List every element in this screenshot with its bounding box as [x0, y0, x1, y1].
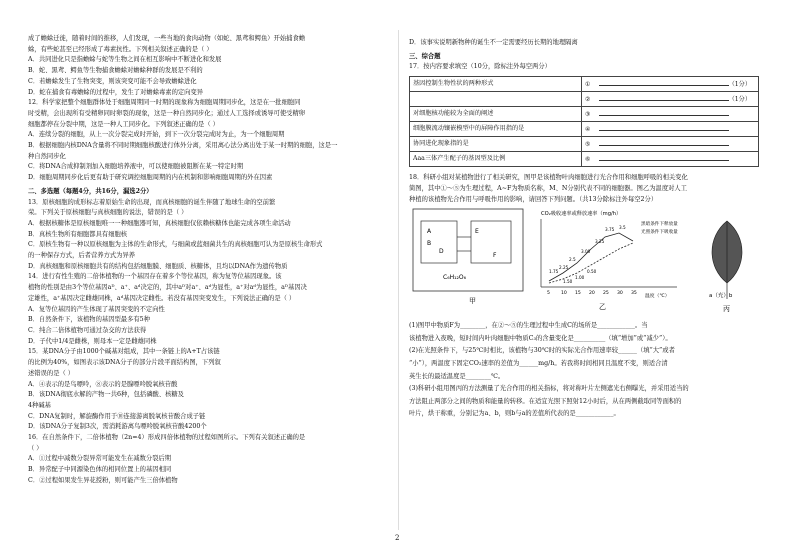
left-line: B．该DNA彻底水解的产物一共6种，包括磷酸、核糖及 [28, 391, 184, 399]
left-line: 的比例为40%，如图表示该DNA分子的部分片段平面结构图，下列叙 [28, 359, 221, 367]
q18-subquestion-line: (3)科研小组用图丙的方法测量了光合作用的相关指标，将对称叶片左侧遮光右侧曝光，并采用适当的 [409, 385, 689, 393]
answer-blank[interactable] [599, 153, 729, 161]
data-label: 0.50 [587, 269, 597, 275]
left-line: D．真核细胞和原核细胞共有的结构包括细胞膜、细胞质、核糖体，且均以DNA作为遗传物质 [28, 262, 288, 270]
data-label: 1.00 [575, 275, 585, 281]
q17-answer-cell [582, 137, 759, 152]
answer-blank[interactable] [599, 123, 729, 131]
left-line: 16．在自然条件下，二倍体植物（2n=4）形成四倍体植物的过程如图所示。下列有关叙述正确的是 [28, 434, 306, 442]
figure-yi-chart [541, 209, 678, 311]
q17-row [410, 137, 759, 152]
legend-dark: 黑暗条件下释放量 [641, 222, 678, 228]
svg-text:C₆H₁₂O₆: C₆H₁₂O₆ [443, 274, 467, 282]
page-number: 2 [395, 534, 400, 542]
left-line: 二、多选题（每题4分，共16分，漏选2分） [28, 187, 153, 195]
answer-blank[interactable] [599, 108, 729, 116]
left-line: 13．原核细胞的成形标志着原始生命的出现，而真核细胞的诞生伴随了地球生命的空前繁 [28, 198, 276, 206]
left-line: A．共同进化只是指蟾蜍与蛇等生物之间在相互影响中不断进化和发展 [28, 56, 222, 64]
caption-yi: 乙 [599, 303, 606, 312]
q17-mark: ⑥ [585, 155, 591, 163]
q17-mark: ③ [585, 110, 591, 118]
left-line: 蜍，有些蛇甚至已经形成了毒素抗性。下列相关叙述正确的是（ ） [28, 45, 213, 53]
q17-table [409, 76, 759, 167]
left-line: B．自然条件下，该植物的基因型最多有5种 [28, 316, 150, 324]
left-line: C．DNA复制时，解旋酶作用于⑩连接游离脱氧核苷酸合成子链 [28, 412, 206, 420]
q17-title: 17．按内容要求填空（10分，除标注外每空两分） [409, 63, 551, 71]
q18-subquestion-line: 叶片，烘干称重，分别记为a、b，则b与a的差值所代表的是____________。 [409, 410, 620, 418]
left-line: 的一种保存方式，后者营养方式为异养 [28, 252, 136, 260]
svg-text:A: A [427, 228, 432, 236]
x-tick-label: 25 [603, 291, 609, 297]
left-line: A．连续分裂的细胞，从上一次分裂完成时开始，到下一次分裂完成时为止，为一个细胞周期 [28, 131, 285, 139]
q17-mark: ① [585, 80, 591, 88]
q17-row-label: 对细胞核功能较为全面的阐述 [410, 107, 582, 122]
q17-row [410, 122, 759, 137]
left-line: A．①过程中减数分裂异常可能发生在减数分裂后期 [28, 455, 172, 463]
answer-blank[interactable] [599, 93, 729, 101]
q18-figures [409, 207, 769, 317]
x-tick-label: 30 [617, 291, 623, 297]
right-column [409, 38, 769, 421]
answer-blank[interactable] [599, 78, 729, 86]
q18-subquestion-line: “小”），两温度下固定CO₂速率的差值为______mg/h。若我将时间相同且温度不变，则适合清 [409, 360, 668, 367]
data-label: 3.75 [605, 227, 615, 233]
q17-row [410, 152, 759, 167]
q17-answer-cell [582, 92, 759, 107]
left-line: C．纯合二倍体植物可通过杂交的方法获得 [28, 326, 147, 334]
answer-blank[interactable] [599, 138, 729, 146]
x-tick-label: 35 [631, 291, 637, 297]
q18-subquestion-line: 该植物进入夜晚，短时间内叶肉细胞中物质C₃的含量变化是__________（填“增加”或“减少”）。 [409, 334, 672, 342]
q17-answer-cell [582, 152, 759, 167]
q17-mark: ② [585, 95, 591, 103]
q18-figure-svg [409, 207, 769, 317]
left-line: B．真核生物所有细胞都具有细胞核 [28, 230, 128, 238]
q17-answer-cell [582, 122, 759, 137]
q18-line: 18．科研小组对某植物进行了相关研究，图甲是该植物叶肉细胞进行光合作用和细胞呼吸的相关变化 [409, 174, 688, 182]
left-line: D．细胞周期同步化后更有助于研究调控细胞周期的内在机制和影响细胞周期的外在因素 [28, 174, 273, 182]
q17-mark: ④ [585, 125, 591, 133]
left-line: D．蛇在捕食有毒蟾蜍的过程中，发生了对蟾蜍毒素的定向变异 [28, 88, 204, 96]
left-line: B．根据细胞内核DNA含量将不同时期细胞核酸进行体外分离，采用离心法分离出处于某一时期的细胞，这是一 [28, 142, 338, 150]
left-line: 种自然同步化 [28, 152, 66, 160]
section-title: 三、综合题 [409, 52, 441, 60]
data-label: 2.5 [569, 257, 576, 263]
q17-answer-cell [582, 77, 759, 92]
figure-jia [413, 209, 523, 305]
left-line: 细胞都停在分裂中期，这是一种人工同步化。下列叙述正确的是（ ） [28, 120, 219, 128]
data-label: 1.50 [563, 279, 573, 285]
left-line: D．该DNA分子复制3次，需消耗游离鸟嘌呤脱氧核苷酸4200个 [28, 423, 207, 431]
data-label: 1.75 [549, 269, 559, 275]
column-divider [398, 30, 399, 530]
left-line: 4种碱基 [28, 401, 51, 409]
left-line: 述错误的是（ ） [28, 369, 75, 377]
data-label: 2.25 [559, 265, 569, 271]
x-tick-label: 20 [589, 291, 595, 297]
svg-text:F: F [493, 252, 497, 260]
q17-score-note: （1分） [728, 80, 752, 88]
q18-subquestion-line: (2)在光照条件下，与25℃时相比，该植物与30℃时的实际光合作用速率较______（填“大”或者 [409, 347, 675, 355]
left-line: C．②过程如果发生异花授粉，则可能产生三倍体植物 [28, 476, 178, 484]
svg-text:E: E [475, 228, 479, 236]
q18-subquestion-line: (1)图甲中物质F为________，在②～⑤的生理过程中生成C的场所是____________。当 [409, 322, 648, 330]
data-label: 3.00 [581, 249, 591, 255]
svg-text:D: D [439, 248, 444, 256]
left-line: A．④表示的是鸟嘌呤，⑧表示的是腺嘌呤脱氧核苷酸 [28, 380, 178, 388]
left-line: 时受精，会出现所有受精卵同时卵裂的现象，这是一种自然同步化；通过人工选择或诱导可使受精卵 [28, 109, 306, 117]
q17-row-label: 协同进化现象指的是 [410, 137, 582, 152]
left-line: C．原核生物有一种以原核细胞为主体的生命形式，与细菌或蓝细菌共生的真核细胞可认为是原核生命形式 [28, 241, 323, 249]
left-line: 12．科学家把整个细胞群体处于细胞周期同一时期的现象称为细胞周期同步化，这是在一批细胞同 [28, 99, 301, 107]
x-tick-label: 15 [575, 291, 581, 297]
left-line: C．若蟾蜍发生了生物突变，则该突变可能不会导致蟾蜍进化 [28, 77, 197, 85]
x-tick-label: 10 [561, 291, 567, 297]
left-line: 植物的性别是由3个等位基因aᴰ、a⁺、aᵈ决定的，其中aᴰ对a⁺、aᵈ为显性，a⁺对aᵈ为显性，aᴰ基因决 [28, 284, 307, 292]
left-line: 15．某DNA分子由1000个碱基对组成，其中一条链上的A+T占该链 [28, 348, 220, 356]
q17-row [410, 77, 759, 92]
q18-subquestion-line: 方法阻止两部分之间的物质和能量的转移。在适宜光照下照射12小时后，从在两侧截取同等面积的 [409, 397, 682, 405]
left-line: 成了蟾蜍迁徙，随着时间的推移，人们发现，一些当地的食肉动物（如蛇、黑鸢和鳄鱼）开始捕食蟾 [28, 35, 306, 42]
q17-row-label [410, 92, 582, 107]
left-column [28, 34, 388, 487]
left-line: 定雄性，a⁺基因决定雌雄同株，aᵈ基因决定雌性。若没有基因突变发生，下列说法正确的是（ ） [28, 294, 296, 302]
x-axis-label: 温度（℃） [645, 294, 670, 300]
left-line: 14．进行有性生殖的二倍体植物的一个基因存在着多个等位基因，称为复等位基因现象。该 [28, 273, 282, 281]
chart-title: CO₂吸收速率或释放速率（mg/h） [541, 211, 622, 218]
left-line: B．蛇、黑鸢、鳄鱼等生物捕食蟾蜍对蟾蜍种群的发展是不利的 [28, 67, 203, 75]
left-line: A．复等位基因的产生体现了基因突变的不定向性 [28, 305, 165, 313]
q17-row-label: 细胞膜流动镶嵌模型中的屏障作用指的是 [410, 122, 582, 137]
legend-light: 光照条件下吸收量 [641, 230, 678, 236]
q17-answer-cell [582, 107, 759, 122]
svg-text:B: B [427, 240, 432, 248]
q17-mark: ⑤ [585, 140, 591, 148]
x-tick-label: 5 [547, 291, 550, 297]
left-line: B．异常配子中同源染色体的相同位置上的基因相同 [28, 466, 172, 474]
q17-row-label: 基因控制生物性状的两种形式 [410, 77, 582, 92]
q16-option-d: D．该事实说明新物种的诞生不一定需要经历长期的地理隔离 [409, 39, 578, 46]
q18-line: 种植的该植物光合作用与呼吸作用的影响，请回答下列问题。（共13分除标注外每空2分） [409, 195, 658, 203]
q17-score-note: （1分） [728, 95, 752, 103]
q17-row-label: Aaa三体产生配子的基因型及比例 [410, 152, 582, 167]
figure-bing [709, 221, 742, 313]
left-line: C．将DNA合成抑制剂加入细胞培养液中，可以使细胞被阻断在某一特定时期 [28, 163, 244, 171]
q17-row [410, 107, 759, 122]
q17-row [410, 92, 759, 107]
bing-label: a（充）b [709, 293, 733, 300]
caption-bing: 丙 [723, 305, 730, 314]
left-line: D．子代中1/4是雌株，则母本一定是雌雄同株 [28, 337, 157, 345]
data-label: 3.5 [619, 225, 626, 231]
left-line: A．根据核糖体是原核细胞唯一一种细胞器可知，真核细胞仅依赖核糖体也能完成各项生命活动 [28, 219, 291, 227]
caption-jia: 甲 [469, 297, 476, 306]
q18-subquestion-line: 英生长的最适温度是________℃。 [409, 372, 505, 380]
q18-line: 简图，其中①～⑤为生理过程，A~F为物质名称，M、N分别代表不同的细胞器。图乙为温度对人工 [409, 184, 688, 192]
left-line: 荣。下列关于原核细胞与真核细胞的说法，错误的是（ ） [28, 209, 188, 217]
left-line: （ ） [28, 444, 43, 452]
data-label: 3.25 [595, 239, 605, 245]
